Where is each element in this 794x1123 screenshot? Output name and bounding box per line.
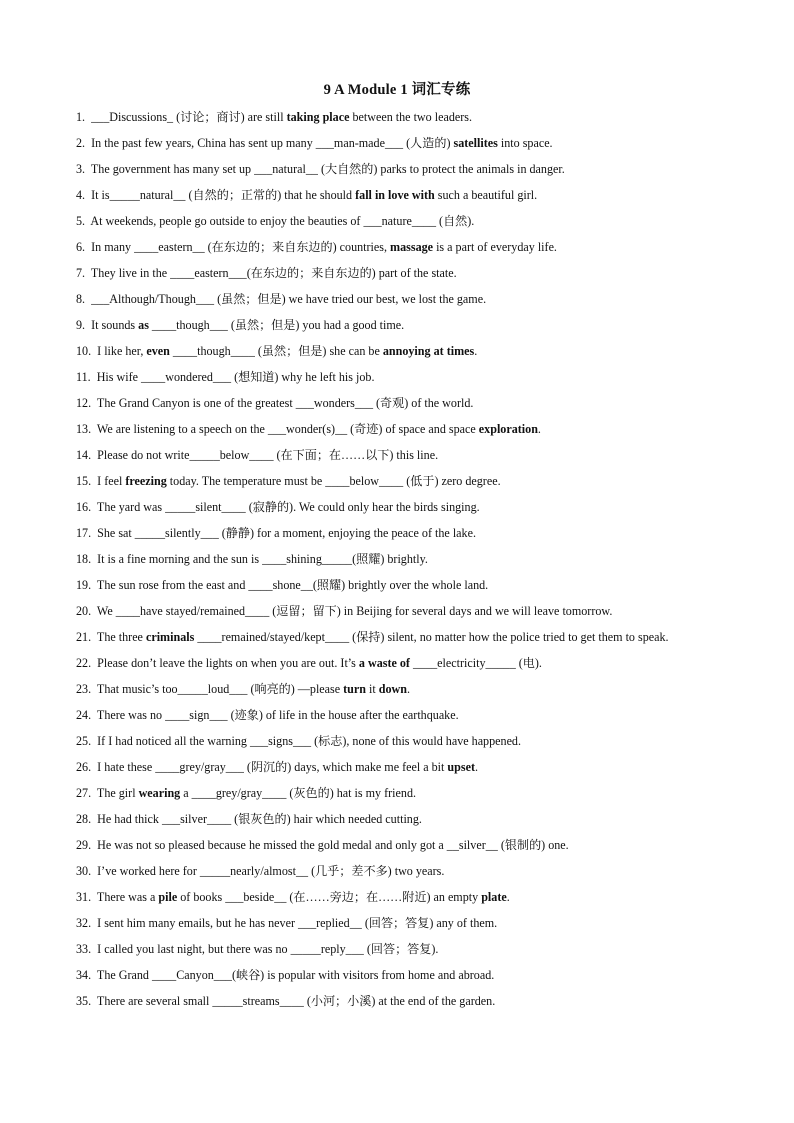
- exercise-item: [76, 936, 724, 962]
- sentence-text: There was no ____sign___ (迹象) of life in the house after the earthquake.: [94, 708, 459, 722]
- exercise-number: 7.: [76, 266, 86, 280]
- sentence-text: The Grand Canyon is one of the greatest ___wonders___ (奇观) of the world.: [94, 396, 474, 410]
- key-phrase: exploration: [478, 422, 538, 436]
- sentence-text: There was a: [94, 890, 159, 904]
- sentence-text: into space.: [497, 136, 553, 150]
- exercise-number: 18.: [76, 552, 92, 566]
- exercise-number: 27.: [76, 786, 92, 800]
- exercise-number: 6.: [76, 240, 86, 254]
- sentence-text: The yard was _____silent____ (寂静的). We could only hear the birds singing.: [94, 500, 480, 514]
- exercise-item: [76, 468, 724, 494]
- exercise-item: [76, 858, 724, 884]
- sentence-text: She sat _____silently___ (静静) for a moment, enjoying the peace of the lake.: [94, 526, 476, 540]
- exercise-item: [76, 780, 724, 806]
- sentence-text: The government has many set up ___natural__ (大自然的) parks to protect the animals in danger.: [88, 162, 565, 176]
- sentence-text: is a part of everyday life.: [433, 240, 557, 254]
- exercise-number: 34.: [76, 968, 92, 982]
- sentence-text: ____electricity_____ (电).: [409, 656, 542, 670]
- sentence-text: of books ___beside__ (在……旁边；在……附近) an empty: [177, 890, 482, 904]
- exercise-item: [76, 754, 724, 780]
- sentence-text: It is_____natural__ (自然的；正常的) that he should: [88, 188, 356, 202]
- sentence-text: I called you last night, but there was no _____reply___ (回答；答复).: [94, 942, 439, 956]
- key-phrase: criminals: [145, 630, 195, 644]
- exercise-item: [76, 572, 724, 598]
- key-phrase: pile: [158, 890, 178, 904]
- key-phrase: wearing: [138, 786, 181, 800]
- exercise-item: [76, 598, 724, 624]
- exercise-number: 24.: [76, 708, 92, 722]
- sentence-text: .: [537, 422, 541, 436]
- key-phrase: even: [146, 344, 170, 358]
- sentence-text: If I had noticed all the warning ___signs___ (标志), none of this would have happened.: [94, 734, 522, 748]
- exercise-number: 22.: [76, 656, 92, 670]
- exercise-number: 31.: [76, 890, 92, 904]
- exercise-number: 30.: [76, 864, 92, 878]
- sentence-text: I sent him many emails, but he has never ___replied__ (回答；答复) any of them.: [94, 916, 498, 930]
- exercise-number: 25.: [76, 734, 92, 748]
- exercise-number: 4.: [76, 188, 86, 202]
- exercise-number: 14.: [76, 448, 92, 462]
- key-phrase: satellites: [453, 136, 498, 150]
- sentence-text: He was not so pleased because he missed the gold medal and only got a __silver__ (银制的) one.: [94, 838, 569, 852]
- sentence-text: .: [474, 344, 478, 358]
- sentence-text: Please don’t leave the lights on when you are out. It’s: [94, 656, 359, 670]
- exercise-number: 12.: [76, 396, 92, 410]
- exercise-number: 5.: [76, 214, 86, 228]
- sentence-text: ___Discussions_ (讨论；商讨) are still: [88, 110, 287, 124]
- sentence-text: ____though___ (虽然；但是) you had a good time.: [148, 318, 405, 332]
- key-phrase: plate: [481, 890, 507, 904]
- exercise-number: 17.: [76, 526, 92, 540]
- sentence-text: I like her,: [94, 344, 147, 358]
- sentence-text: ___Although/Though___ (虽然；但是) we have tried our best, we lost the game.: [88, 292, 487, 306]
- sentence-text: At weekends, people go outside to enjoy the beauties of ___nature____ (自然).: [88, 214, 475, 228]
- exercise-item: [76, 494, 724, 520]
- exercise-item: [76, 832, 724, 858]
- exercise-number: 1.: [76, 110, 86, 124]
- key-phrase: turn: [343, 682, 366, 696]
- key-phrase: massage: [390, 240, 434, 254]
- exercise-item: [76, 156, 724, 182]
- exercise-number: 35.: [76, 994, 92, 1008]
- exercise-item: [76, 650, 724, 676]
- page-title: 9 A Module 1 词汇专练: [323, 82, 471, 98]
- exercise-item: [76, 962, 724, 988]
- exercise-item: [76, 338, 724, 364]
- sentence-text: ____though____ (虽然；但是) she can be: [169, 344, 383, 358]
- exercise-item: [76, 520, 724, 546]
- sentence-text: We ____have stayed/remained____ (逗留；留下) in Beijing for several days and we will leave tomorrow.: [94, 604, 613, 618]
- exercise-item: [76, 312, 724, 338]
- exercise-number: 20.: [76, 604, 92, 618]
- exercise-number: 11.: [76, 370, 91, 384]
- exercise-item: [76, 676, 724, 702]
- key-phrase: fall in love with: [355, 188, 435, 202]
- key-phrase: annoying at times: [382, 344, 475, 358]
- sentence-text: Please do not write_____below____ (在下面；在……以下) this line.: [94, 448, 439, 462]
- exercise-list: [76, 104, 724, 1014]
- exercise-number: 23.: [76, 682, 92, 696]
- exercise-number: 19.: [76, 578, 92, 592]
- key-phrase: a waste of: [358, 656, 410, 670]
- sentence-text: such a beautiful girl.: [434, 188, 538, 202]
- sentence-text: The sun rose from the east and ____shone__(照耀) brightly over the whole land.: [94, 578, 489, 592]
- sentence-text: today. The temperature must be ____below____ (低于) zero degree.: [166, 474, 501, 488]
- exercise-number: 33.: [76, 942, 92, 956]
- exercise-number: 10.: [76, 344, 92, 358]
- exercise-number: 2.: [76, 136, 86, 150]
- exercise-number: 15.: [76, 474, 92, 488]
- exercise-item: [76, 416, 724, 442]
- exercise-item: [76, 884, 724, 910]
- exercise-item: [76, 806, 724, 832]
- exercise-item: [76, 390, 724, 416]
- sentence-text: He had thick ___silver____ (银灰色的) hair which needed cutting.: [94, 812, 422, 826]
- exercise-number: 8.: [76, 292, 86, 306]
- sentence-text: .: [407, 682, 411, 696]
- sentence-text: The three: [94, 630, 146, 644]
- sentence-text: We are listening to a speech on the ___wonder(s)__ (奇迹) of space and space: [94, 422, 479, 436]
- exercise-number: 28.: [76, 812, 92, 826]
- sentence-text: That music’s too_____loud___ (响亮的) —please: [94, 682, 344, 696]
- exercise-number: 16.: [76, 500, 92, 514]
- exercise-number: 13.: [76, 422, 92, 436]
- sentence-text: The girl: [94, 786, 139, 800]
- sentence-text: I hate these ____grey/gray___ (阴沉的) days, which make me feel a bit: [94, 760, 448, 774]
- sentence-text: There are several small _____streams____ (小河；小溪) at the end of the garden.: [94, 994, 496, 1008]
- exercise-number: 3.: [76, 162, 86, 176]
- exercise-item: [76, 182, 724, 208]
- sentence-text: In many ____eastern__ (在东边的；来自东边的) countries,: [88, 240, 391, 254]
- exercise-item: [76, 546, 724, 572]
- key-phrase: down: [378, 682, 408, 696]
- sentence-text: .: [506, 890, 510, 904]
- exercise-item: [76, 364, 724, 390]
- exercise-number: 29.: [76, 838, 92, 852]
- exercise-item: [76, 728, 724, 754]
- sentence-text: In the past few years, China has sent up many ___man-made___ (人造的): [88, 136, 454, 150]
- sentence-text: I’ve worked here for _____nearly/almost__ (几乎；差不多) two years.: [94, 864, 445, 878]
- exercise-item: [76, 702, 724, 728]
- key-phrase: taking place: [286, 110, 350, 124]
- exercise-number: 21.: [76, 630, 92, 644]
- exercise-number: 26.: [76, 760, 92, 774]
- sentence-text: .: [474, 760, 479, 774]
- key-phrase: as: [138, 318, 149, 332]
- sentence-text: The Grand ____Canyon___(峡谷) is popular with visitors from home and abroad.: [94, 968, 495, 982]
- sentence-text: They live in the ____eastern___(在东边的；来自东边的) part of the state.: [88, 266, 457, 280]
- exercise-item: [76, 234, 724, 260]
- sentence-text: It sounds: [88, 318, 139, 332]
- exercise-item: [76, 130, 724, 156]
- exercise-item: [76, 442, 724, 468]
- sentence-text: It is a fine morning and the sun is ____shining_____(照耀) brightly.: [94, 552, 428, 566]
- exercise-item: [76, 260, 724, 286]
- sentence-text: ____remained/stayed/kept____ (保持) silent, no matter how the police tried to get them to speak.: [194, 630, 669, 644]
- exercise-item: [76, 104, 724, 130]
- key-phrase: freezing: [125, 474, 167, 488]
- exercise-item: [76, 910, 724, 936]
- sentence-text: His wife ____wondered___ (想知道) why he left his job.: [93, 370, 375, 384]
- exercise-item: [76, 624, 724, 650]
- exercise-number: 32.: [76, 916, 92, 930]
- exercise-number: 9.: [76, 318, 86, 332]
- exercise-item: [76, 208, 724, 234]
- sentence-text: between the two leaders.: [349, 110, 473, 124]
- exercise-item: [76, 988, 724, 1014]
- sentence-text: it: [366, 682, 379, 696]
- exercise-item: [76, 286, 724, 312]
- sentence-text: I feel: [94, 474, 126, 488]
- sentence-text: a ____grey/gray____ (灰色的) hat is my friend.: [180, 786, 417, 800]
- key-phrase: upset: [447, 760, 475, 774]
